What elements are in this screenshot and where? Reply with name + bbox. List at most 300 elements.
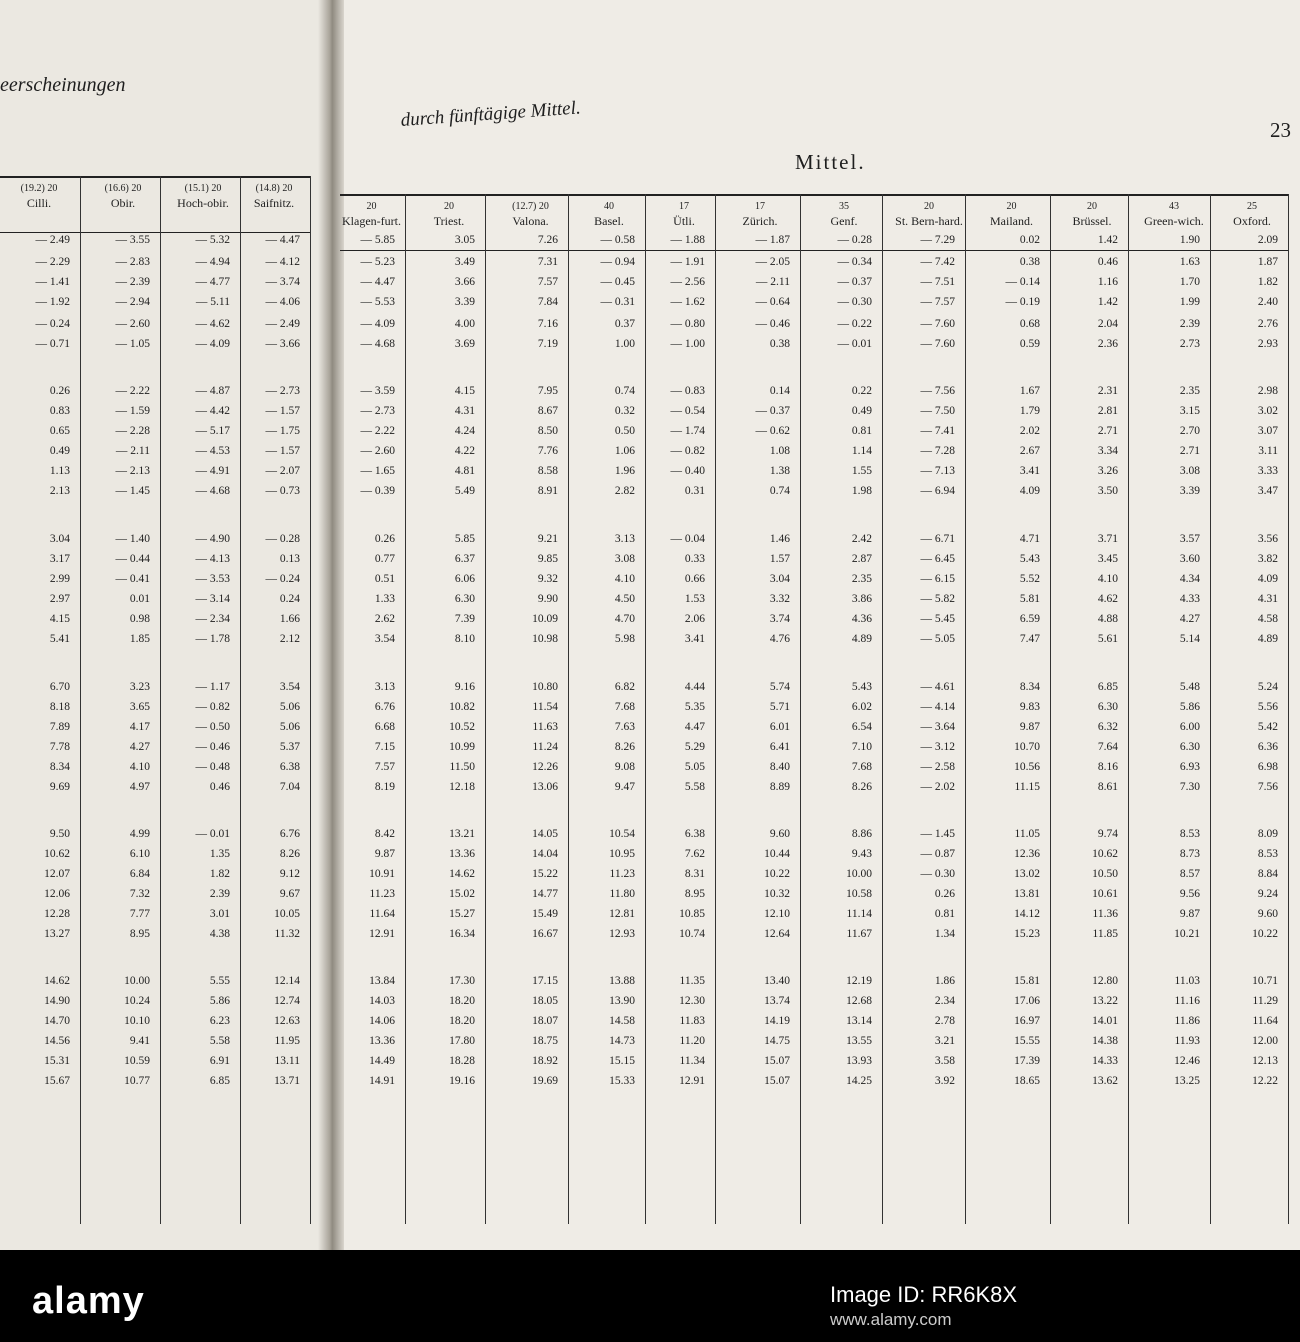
right-table-cell: 13.36 — [369, 1035, 395, 1047]
right-table-cell: — 7.29 — [920, 234, 955, 246]
right-table-cell: 18.65 — [1014, 1075, 1040, 1087]
right-table-cell: 7.56 — [1257, 781, 1278, 793]
right-table-cell: 2.82 — [614, 485, 635, 497]
right-table-cell: 10.52 — [449, 721, 475, 733]
left-column-divider — [80, 176, 81, 1224]
right-table-cell: 11.16 — [1174, 995, 1200, 1007]
right-column-header — [808, 200, 880, 228]
right-table-cell: 14.49 — [369, 1055, 395, 1067]
left-table-cell: 2.97 — [49, 593, 70, 605]
left-table-cell: — 5.32 — [195, 234, 230, 246]
right-table-cell: — 0.87 — [920, 848, 955, 860]
right-table-cell: — 0.54 — [670, 405, 705, 417]
left-table-cell: 10.10 — [124, 1015, 150, 1027]
right-table-cell: 6.37 — [454, 553, 475, 565]
right-table-cell: 14.06 — [369, 1015, 395, 1027]
right-table-cell: 6.00 — [1179, 721, 1200, 733]
right-table-cell: — 1.88 — [670, 234, 705, 246]
right-table-cell: 8.50 — [537, 425, 558, 437]
section-title: Mittel. — [795, 150, 866, 174]
right-table-cell: — 3.59 — [360, 385, 395, 397]
right-table-cell: 0.68 — [1019, 318, 1040, 330]
right-table-cell: 5.58 — [684, 781, 705, 793]
right-table-cell: 9.87 — [374, 848, 395, 860]
right-table-cell: 1.70 — [1179, 276, 1200, 288]
right-table-cell: 8.26 — [614, 741, 635, 753]
right-table-cell: — 0.80 — [670, 318, 705, 330]
right-table-cell: 6.54 — [851, 721, 872, 733]
right-table-cell: — 1.62 — [670, 296, 705, 308]
left-table-cell: 4.97 — [129, 781, 150, 793]
right-table-cell: 13.62 — [1092, 1075, 1118, 1087]
right-table-cell: 2.40 — [1257, 296, 1278, 308]
right-table-cell: 6.59 — [1019, 613, 1040, 625]
right-table-cell: 0.32 — [614, 405, 635, 417]
right-table-cell: 11.15 — [1014, 781, 1040, 793]
right-table-cell: 14.58 — [609, 1015, 635, 1027]
right-table-cell: 5.74 — [769, 681, 790, 693]
right-table-cell: 2.87 — [851, 553, 872, 565]
right-table-cell: 13.25 — [1174, 1075, 1200, 1087]
right-table-cell: — 0.19 — [1005, 296, 1040, 308]
right-table-cell: 15.02 — [449, 888, 475, 900]
right-table-cell: 2.35 — [851, 573, 872, 585]
right-table-cell: 18.05 — [532, 995, 558, 1007]
left-table-cell: — 1.57 — [265, 445, 300, 457]
right-table-cell: 13.40 — [764, 975, 790, 987]
right-table-cell: 14.91 — [369, 1075, 395, 1087]
right-table-cell: 11.86 — [1174, 1015, 1200, 1027]
right-table-cell: 12.93 — [609, 928, 635, 940]
right-table-cell: 4.58 — [1257, 613, 1278, 625]
right-table-cell: 7.47 — [1019, 633, 1040, 645]
left-table-cell: — 4.47 — [265, 234, 300, 246]
right-table-cell: 11.23 — [609, 868, 635, 880]
left-table-cell: — 1.75 — [265, 425, 300, 437]
left-table-cell: 10.05 — [274, 908, 300, 920]
left-table-cell: 15.67 — [44, 1075, 70, 1087]
right-column-divider — [568, 194, 569, 1224]
right-table-cell: 3.15 — [1179, 405, 1200, 417]
left-table-cell: 14.62 — [44, 975, 70, 987]
right-table-cell: 2.78 — [934, 1015, 955, 1027]
right-table-cell: 3.50 — [1097, 485, 1118, 497]
right-table-cell: — 4.09 — [360, 318, 395, 330]
right-table-cell: 3.39 — [454, 296, 475, 308]
left-table-cell: — 4.12 — [265, 256, 300, 268]
right-table-cell: 10.21 — [1174, 928, 1200, 940]
right-table-cell: 17.15 — [532, 975, 558, 987]
right-table-cell: 4.70 — [614, 613, 635, 625]
right-table-cell: 6.01 — [769, 721, 790, 733]
left-table-cell: — 2.13 — [115, 465, 150, 477]
right-table-cell: — 2.73 — [360, 405, 395, 417]
right-table-cell: 2.93 — [1257, 338, 1278, 350]
right-table-cell: 14.33 — [1092, 1055, 1118, 1067]
right-table-cell: 0.81 — [851, 425, 872, 437]
right-table-cell: 19.16 — [449, 1075, 475, 1087]
right-table-cell: 11.36 — [1092, 908, 1118, 920]
right-table-cell: 0.26 — [934, 888, 955, 900]
left-table-cell: 6.76 — [279, 828, 300, 840]
left-column-divider — [310, 176, 311, 1224]
right-table-cell: 4.31 — [454, 405, 475, 417]
right-table-cell: — 0.37 — [837, 276, 872, 288]
left-table-cell: 6.10 — [129, 848, 150, 860]
right-table-cell: 3.07 — [1257, 425, 1278, 437]
right-table-cell: 0.50 — [614, 425, 635, 437]
right-column-divider — [715, 194, 716, 1224]
right-table-cell: — 0.94 — [600, 256, 635, 268]
left-table-cell: 8.26 — [279, 848, 300, 860]
right-table-cell: 16.67 — [532, 928, 558, 940]
left-table-cell: — 1.05 — [115, 338, 150, 350]
right-table-cell: 1.99 — [1179, 296, 1200, 308]
right-table-cell: 1.53 — [684, 593, 705, 605]
right-table-cell: 1.55 — [851, 465, 872, 477]
left-table-cell: — 3.74 — [265, 276, 300, 288]
right-table-cell: 1.06 — [614, 445, 635, 457]
left-table-cell: — 0.24 — [35, 318, 70, 330]
left-table-cell: — 2.73 — [265, 385, 300, 397]
left-table-cell: — 0.44 — [115, 553, 150, 565]
left-column-name: Obir. — [110, 196, 136, 210]
right-column-header — [655, 200, 713, 228]
right-top-rule — [340, 194, 1288, 196]
right-table-cell: 0.14 — [769, 385, 790, 397]
right-table-cell: 14.19 — [764, 1015, 790, 1027]
left-table-cell: — 4.53 — [195, 445, 230, 457]
left-table-cell: — 0.01 — [195, 828, 230, 840]
right-table-cell: 9.56 — [1179, 888, 1200, 900]
right-column-count: 17 — [679, 201, 689, 212]
left-table-cell: 0.49 — [49, 445, 70, 457]
right-table-cell: 3.04 — [769, 573, 790, 585]
right-table-cell: 8.34 — [1019, 681, 1040, 693]
right-table-cell: — 2.22 — [360, 425, 395, 437]
left-table-cell: — 4.09 — [195, 338, 230, 350]
right-table-cell: 1.98 — [851, 485, 872, 497]
right-table-cell: 7.68 — [614, 701, 635, 713]
right-table-cell: 8.31 — [684, 868, 705, 880]
left-table-cell: 12.06 — [44, 888, 70, 900]
right-table-cell: 4.27 — [1179, 613, 1200, 625]
right-table-cell: 10.54 — [609, 828, 635, 840]
right-table-cell: — 3.64 — [920, 721, 955, 733]
right-table-cell: 14.38 — [1092, 1035, 1118, 1047]
running-head-left: eerscheinungen — [0, 74, 126, 96]
left-column-count: (14.8) 20 — [255, 183, 293, 194]
right-table-cell: 5.43 — [851, 681, 872, 693]
left-table-cell: — 0.71 — [35, 338, 70, 350]
right-table-cell: — 0.58 — [600, 234, 635, 246]
right-column-name: St. Bern-hard. — [895, 214, 963, 228]
right-table-cell: 1.42 — [1097, 296, 1118, 308]
right-table-cell: 8.61 — [1097, 781, 1118, 793]
right-column-header — [495, 200, 566, 228]
left-table-cell: 13.27 — [44, 928, 70, 940]
left-table-cell: 15.31 — [44, 1055, 70, 1067]
watermark-bar — [0, 1250, 1300, 1342]
right-table-cell: 8.53 — [1257, 848, 1278, 860]
right-column-count: 20 — [1006, 201, 1017, 212]
left-table-cell: 10.24 — [124, 995, 150, 1007]
right-table-cell: 9.83 — [1019, 701, 1040, 713]
left-table-cell: 4.17 — [129, 721, 150, 733]
right-table-cell: — 0.01 — [837, 338, 872, 350]
left-table-cell: — 4.42 — [195, 405, 230, 417]
right-table-cell: 12.91 — [679, 1075, 705, 1087]
right-table-cell: 11.20 — [679, 1035, 705, 1047]
right-table-cell: 14.12 — [1014, 908, 1040, 920]
right-table-cell: 13.21 — [449, 828, 475, 840]
right-table-cell: 6.36 — [1257, 741, 1278, 753]
right-table-cell: 17.80 — [449, 1035, 475, 1047]
left-table-cell: 2.39 — [209, 888, 230, 900]
right-table-cell: 2.39 — [1179, 318, 1200, 330]
right-table-cell: 11.64 — [1252, 1015, 1278, 1027]
right-table-cell: 3.13 — [374, 681, 395, 693]
right-table-cell: 15.27 — [449, 908, 475, 920]
left-table-cell: 11.95 — [274, 1035, 300, 1047]
right-table-cell: 14.03 — [369, 995, 395, 1007]
right-table-cell: 11.24 — [532, 741, 558, 753]
left-table-cell: — 0.41 — [115, 573, 150, 585]
right-table-cell: 14.73 — [609, 1035, 635, 1047]
left-table-cell: 8.18 — [49, 701, 70, 713]
running-head-right: durch fünftägige Mittel. — [400, 97, 582, 131]
left-table-cell: 3.65 — [129, 701, 150, 713]
left-table-cell: — 2.28 — [115, 425, 150, 437]
right-table-cell: 8.16 — [1097, 761, 1118, 773]
right-table-cell: 12.64 — [764, 928, 790, 940]
right-table-cell: — 2.11 — [755, 276, 790, 288]
right-table-cell: — 5.85 — [360, 234, 395, 246]
left-table-cell: 14.56 — [44, 1035, 70, 1047]
right-table-cell: 2.73 — [1179, 338, 1200, 350]
right-table-cell: 18.28 — [449, 1055, 475, 1067]
right-table-cell: 9.90 — [537, 593, 558, 605]
right-table-cell: 17.39 — [1014, 1055, 1040, 1067]
left-column-name: Cilli. — [26, 196, 52, 210]
left-table-cell: — 2.49 — [265, 318, 300, 330]
left-table-cell: — 3.53 — [195, 573, 230, 585]
left-table-cell: — 0.46 — [195, 741, 230, 753]
left-table-cell: — 4.06 — [265, 296, 300, 308]
left-table-cell: 12.28 — [44, 908, 70, 920]
left-table-cell: 3.17 — [49, 553, 70, 565]
right-column-header — [415, 200, 483, 228]
right-table-cell: 7.15 — [374, 741, 395, 753]
left-table-cell: — 2.34 — [195, 613, 230, 625]
right-table-cell: 11.14 — [846, 908, 872, 920]
right-table-cell: 3.69 — [454, 338, 475, 350]
right-table-cell: 2.76 — [1257, 318, 1278, 330]
right-table-cell: 4.15 — [454, 385, 475, 397]
right-table-cell: 6.82 — [614, 681, 635, 693]
right-table-cell: 7.63 — [614, 721, 635, 733]
left-table-cell: — 0.48 — [195, 761, 230, 773]
left-table-cell: 7.32 — [129, 888, 150, 900]
right-column-name: Valona. — [512, 214, 549, 228]
right-table-cell: 13.84 — [369, 975, 395, 987]
right-column-count: 20 — [1087, 201, 1097, 212]
left-table-cell: 10.59 — [124, 1055, 150, 1067]
left-table-cell: 12.74 — [274, 995, 300, 1007]
right-table-cell: — 6.71 — [920, 533, 955, 545]
right-table-cell: 15.07 — [764, 1075, 790, 1087]
right-header-rule — [340, 250, 1288, 251]
right-table-cell: 9.43 — [851, 848, 872, 860]
left-table-cell: — 2.11 — [115, 445, 150, 457]
right-table-cell: 3.92 — [934, 1075, 955, 1087]
right-table-cell: 11.67 — [846, 928, 872, 940]
right-table-cell: 14.25 — [846, 1075, 872, 1087]
right-table-cell: 2.42 — [851, 533, 872, 545]
right-table-cell: — 0.64 — [755, 296, 790, 308]
right-table-cell: 8.26 — [851, 781, 872, 793]
right-table-cell: 2.71 — [1097, 425, 1118, 437]
right-column-header — [1140, 200, 1208, 228]
right-table-cell: 1.34 — [934, 928, 955, 940]
left-table-cell: 12.14 — [274, 975, 300, 987]
right-table-cell: 14.75 — [764, 1035, 790, 1047]
left-table-cell: 9.12 — [279, 868, 300, 880]
right-table-cell: 16.34 — [449, 928, 475, 940]
left-table-cell: 0.13 — [279, 553, 300, 565]
right-table-cell: — 7.60 — [920, 318, 955, 330]
left-column-name: Saifnitz. — [253, 196, 295, 210]
right-table-cell: 3.41 — [684, 633, 705, 645]
watermark-image-id: Image ID: RR6K8X — [830, 1282, 1018, 1307]
left-column-header — [240, 182, 308, 210]
right-table-cell: 2.31 — [1097, 385, 1118, 397]
right-table-cell: 6.68 — [374, 721, 395, 733]
right-table-cell: — 5.45 — [920, 613, 955, 625]
right-table-cell: — 1.87 — [755, 234, 790, 246]
right-table-cell: 5.05 — [684, 761, 705, 773]
right-table-cell: 0.51 — [374, 573, 395, 585]
right-table-cell: 2.67 — [1019, 445, 1040, 457]
left-table-cell: 6.70 — [49, 681, 70, 693]
right-column-count: 40 — [604, 201, 614, 212]
right-table-cell: 15.49 — [532, 908, 558, 920]
left-table-cell: — 0.82 — [195, 701, 230, 713]
right-table-cell: 8.67 — [537, 405, 558, 417]
right-table-cell: 8.95 — [684, 888, 705, 900]
left-table-cell: 4.27 — [129, 741, 150, 753]
right-table-cell: 5.24 — [1257, 681, 1278, 693]
right-table-cell: — 2.05 — [755, 256, 790, 268]
left-table-cell: 5.86 — [209, 995, 230, 1007]
right-table-cell: 10.99 — [449, 741, 475, 753]
left-table-cell: — 1.41 — [35, 276, 70, 288]
left-table-cell: — 5.17 — [195, 425, 230, 437]
right-table-cell: 2.02 — [1019, 425, 1040, 437]
right-table-cell: 1.86 — [934, 975, 955, 987]
left-table-cell: 4.15 — [49, 613, 70, 625]
right-table-cell: 0.81 — [934, 908, 955, 920]
right-table-cell: 2.04 — [1097, 318, 1118, 330]
left-table-cell: — 1.78 — [195, 633, 230, 645]
right-table-cell: 14.01 — [1092, 1015, 1118, 1027]
right-table-cell: 1.67 — [1019, 385, 1040, 397]
right-table-cell: — 3.12 — [920, 741, 955, 753]
right-table-cell: 1.38 — [769, 465, 790, 477]
right-table-cell: 1.46 — [769, 533, 790, 545]
right-table-cell: 4.62 — [1097, 593, 1118, 605]
right-table-cell: — 0.34 — [837, 256, 872, 268]
right-table-cell: 10.98 — [532, 633, 558, 645]
right-column-header — [1058, 200, 1126, 228]
left-table-cell: 13.11 — [274, 1055, 300, 1067]
right-table-cell: 6.30 — [1097, 701, 1118, 713]
right-table-cell: 12.10 — [764, 908, 790, 920]
right-column-name: Klagen-furt. — [342, 214, 401, 228]
left-table-cell: 0.01 — [129, 593, 150, 605]
right-table-cell: 11.50 — [449, 761, 475, 773]
right-table-cell: 3.34 — [1097, 445, 1118, 457]
right-table-cell: 8.42 — [374, 828, 395, 840]
right-table-cell: 7.16 — [537, 318, 558, 330]
right-table-cell: — 7.60 — [920, 338, 955, 350]
left-table-cell: — 2.39 — [115, 276, 150, 288]
right-table-cell: 11.85 — [1092, 928, 1118, 940]
left-table-cell: — 2.94 — [115, 296, 150, 308]
right-table-cell: 3.05 — [454, 234, 475, 246]
right-table-cell: 12.68 — [846, 995, 872, 1007]
right-table-cell: 14.62 — [449, 868, 475, 880]
right-table-cell: 4.44 — [684, 681, 705, 693]
right-table-cell: 1.08 — [769, 445, 790, 457]
right-table-cell: 2.70 — [1179, 425, 1200, 437]
right-table-cell: — 0.30 — [920, 868, 955, 880]
right-table-cell: 4.89 — [851, 633, 872, 645]
right-table-cell: 12.26 — [532, 761, 558, 773]
right-table-cell: 13.22 — [1092, 995, 1118, 1007]
right-table-cell: 5.52 — [1019, 573, 1040, 585]
left-table-cell: — 3.55 — [115, 234, 150, 246]
right-table-cell: 15.81 — [1014, 975, 1040, 987]
left-table-cell: 4.38 — [209, 928, 230, 940]
left-table-cell: 10.77 — [124, 1075, 150, 1087]
left-table-cell: 1.35 — [209, 848, 230, 860]
right-table-cell: 5.29 — [684, 741, 705, 753]
right-table-cell: 12.22 — [1252, 1075, 1278, 1087]
right-table-cell: 1.57 — [769, 553, 790, 565]
right-table-cell: 18.92 — [532, 1055, 558, 1067]
right-table-cell: 5.85 — [454, 533, 475, 545]
right-table-cell: 6.41 — [769, 741, 790, 753]
right-table-cell: 1.87 — [1257, 256, 1278, 268]
right-table-cell: 10.32 — [764, 888, 790, 900]
left-table-cell: — 2.83 — [115, 256, 150, 268]
right-table-cell: 3.47 — [1257, 485, 1278, 497]
right-table-cell: 2.71 — [1179, 445, 1200, 457]
right-column-name: Oxford. — [1233, 214, 1271, 228]
left-table-cell: 6.84 — [129, 868, 150, 880]
right-table-cell: — 0.82 — [670, 445, 705, 457]
right-table-cell: 2.09 — [1257, 234, 1278, 246]
right-table-cell: — 5.82 — [920, 593, 955, 605]
right-table-cell: — 0.22 — [837, 318, 872, 330]
right-table-cell: 5.14 — [1179, 633, 1200, 645]
right-column-header — [722, 200, 798, 228]
left-table-cell: 13.71 — [274, 1075, 300, 1087]
right-table-cell: 6.93 — [1179, 761, 1200, 773]
right-column-divider — [485, 194, 486, 1224]
right-table-cell: 4.33 — [1179, 593, 1200, 605]
